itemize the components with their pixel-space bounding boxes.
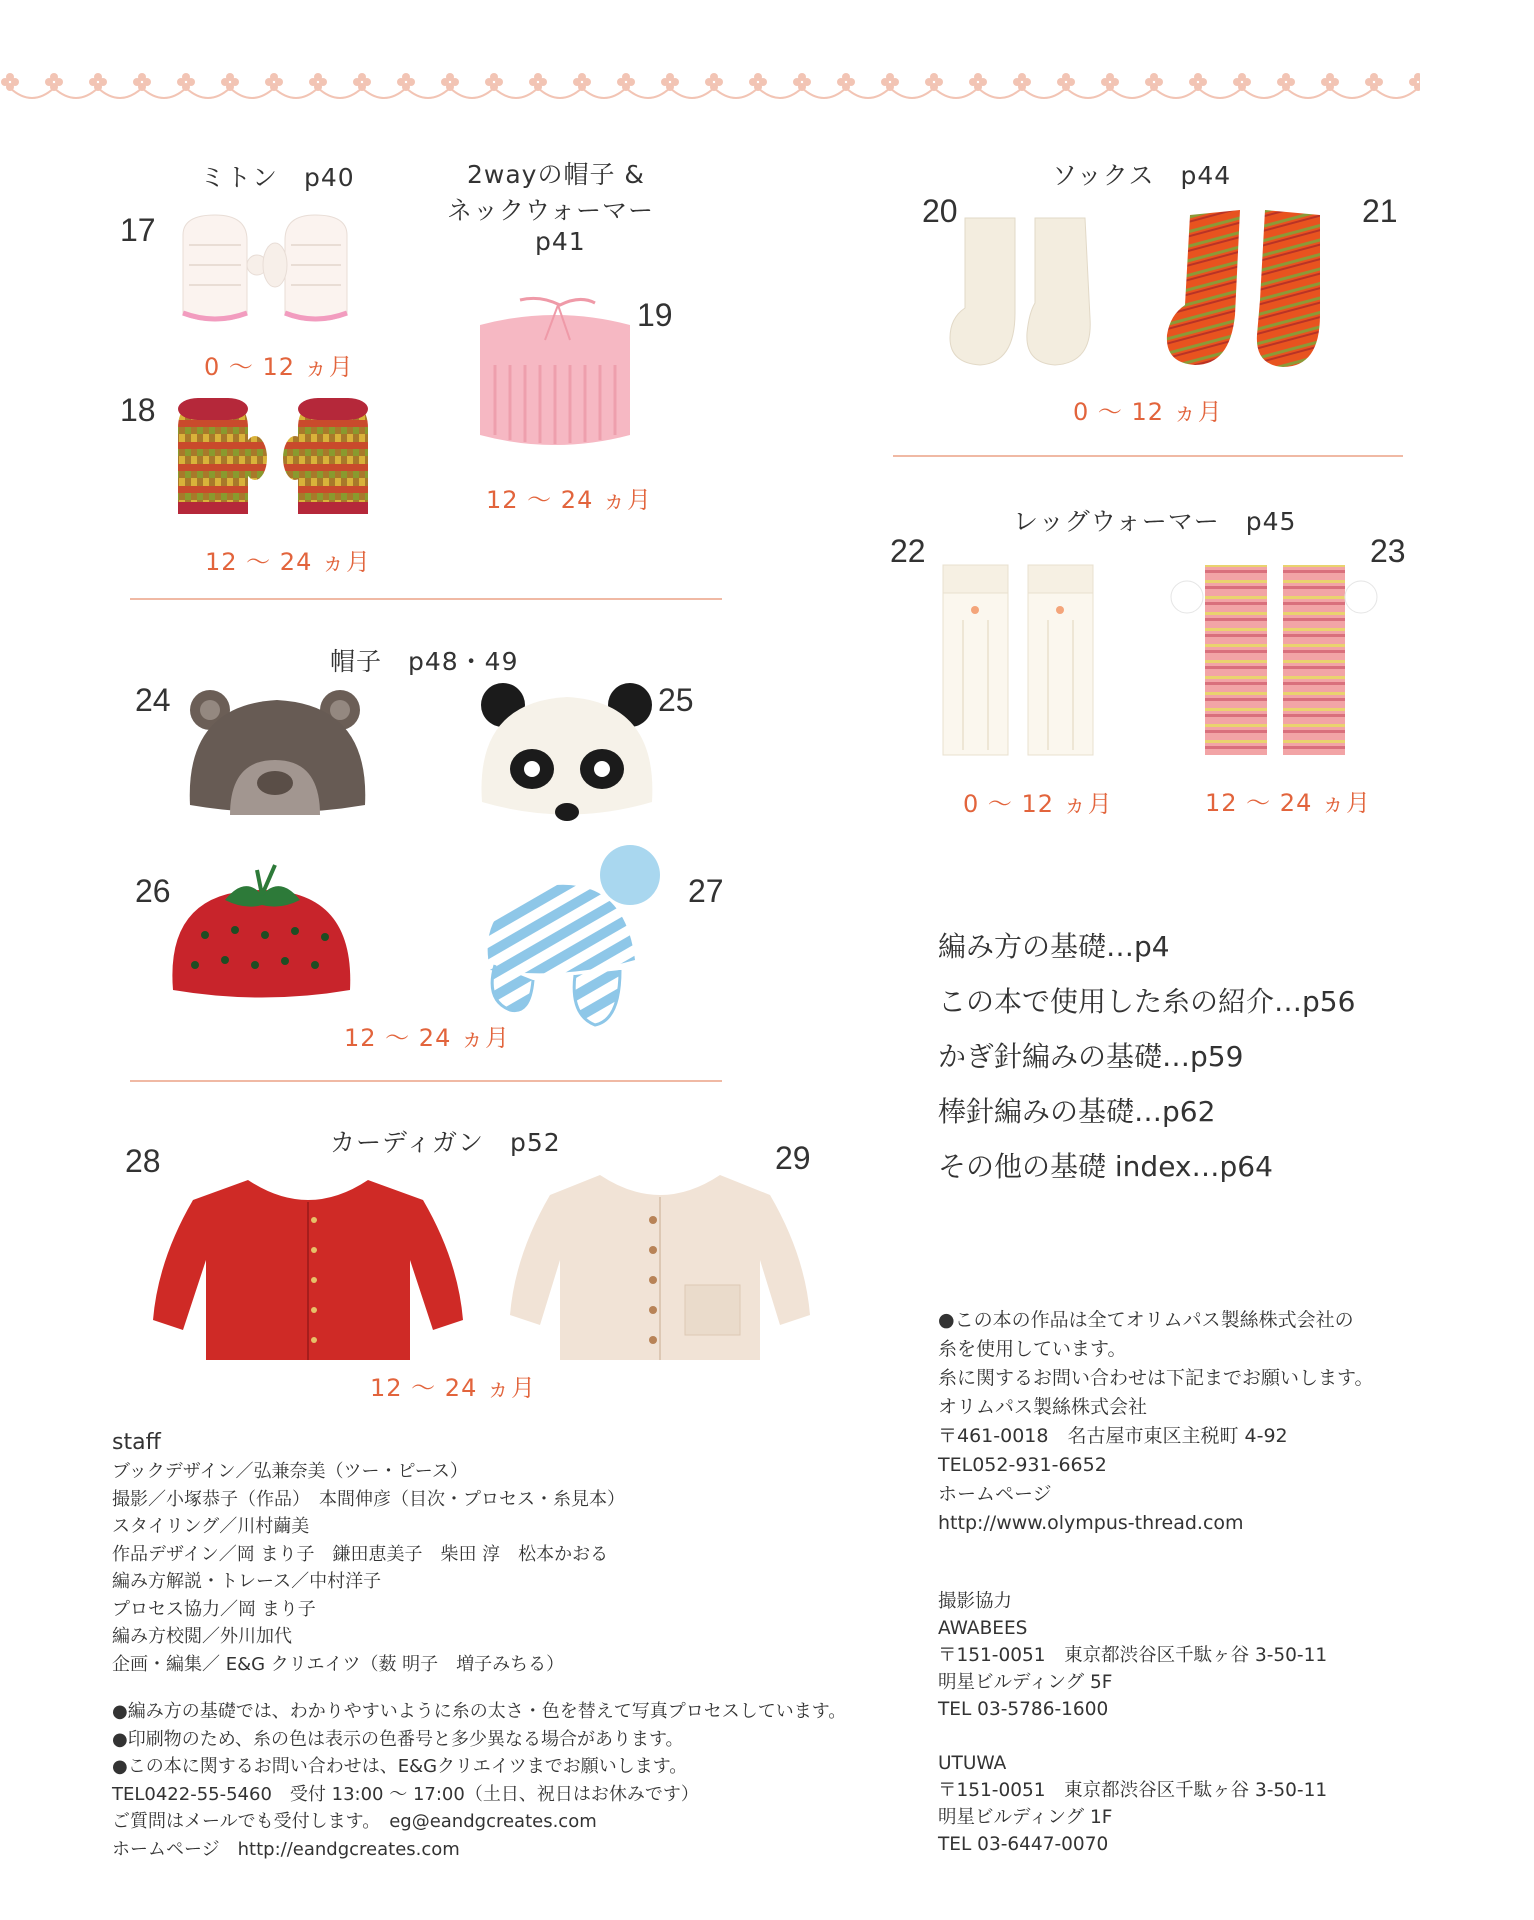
panda-hat-photo bbox=[470, 677, 665, 832]
age-label-18: 12 ～ 24 ヵ月 bbox=[205, 548, 371, 576]
age-label-19: 12 ～ 24 ヵ月 bbox=[486, 486, 652, 514]
clover-ornament bbox=[617, 73, 635, 91]
legwarmer-title: レッグウォーマー p45 bbox=[1013, 507, 1297, 536]
clover-ornament bbox=[177, 73, 195, 91]
item-number-18: 18 bbox=[120, 392, 156, 428]
clover-ornament bbox=[1409, 73, 1420, 91]
item-number-23: 23 bbox=[1370, 533, 1406, 569]
item-number-21: 21 bbox=[1362, 193, 1398, 229]
clover-ornament bbox=[1277, 73, 1295, 91]
clover-ornament bbox=[881, 73, 899, 91]
clover-ornament bbox=[1101, 73, 1119, 91]
bear-hat-photo bbox=[180, 685, 375, 835]
item-number-24: 24 bbox=[135, 682, 171, 718]
item-number-29: 29 bbox=[775, 1140, 811, 1176]
staff-line: 編み方校閲／外川加代 bbox=[112, 1626, 292, 1647]
toc-list bbox=[938, 925, 1355, 1200]
staff-credits bbox=[112, 1458, 625, 1678]
toc-item[interactable]: この本で使用した糸の紹介…p56 bbox=[938, 985, 1356, 1018]
age-label-23: 12 ～ 24 ヵ月 bbox=[1205, 789, 1371, 817]
staff-line: ブックデザイン／弘兼奈美（ツー・ピース） bbox=[112, 1461, 468, 1482]
cooperation-block bbox=[938, 1588, 1327, 1858]
section-divider-right-1 bbox=[893, 455, 1403, 457]
twoway-title-line3: p41 bbox=[535, 227, 586, 256]
note-line: ホームページ http://eandgcreates.com bbox=[112, 1838, 460, 1860]
item-number-26: 26 bbox=[135, 873, 171, 909]
pink-legwarmers-photo bbox=[1165, 560, 1385, 765]
staff-line: 編み方解説・トレース／中村洋子 bbox=[112, 1571, 382, 1592]
clover-ornament bbox=[661, 73, 679, 91]
cooperation-line: TEL 03-6447-0070 bbox=[938, 1834, 1109, 1855]
cooperation-line: 〒151-0051 東京都渋谷区千駄ヶ谷 3-50-11 bbox=[938, 1645, 1328, 1666]
item-number-17: 17 bbox=[120, 212, 156, 248]
socks-title: ソックス p44 bbox=[1052, 161, 1232, 190]
cream-cardigan-photo bbox=[505, 1165, 815, 1365]
clover-ornament bbox=[793, 73, 811, 91]
twoway-title-line1: 2wayの帽子 & bbox=[467, 160, 645, 189]
scalloped-border bbox=[0, 60, 1420, 120]
yarn-info-line: 糸に関するお問い合わせは下記までお願いします。 bbox=[938, 1367, 1374, 1389]
yarn-info-line: ホームページ bbox=[938, 1483, 1052, 1505]
yarn-info-line: 糸を使用しています。 bbox=[938, 1338, 1127, 1360]
staff-line: 撮影／小塚恭子（作品） 本間伸彦（目次・プロセス・糸見本） bbox=[112, 1488, 625, 1510]
yarn-info-block bbox=[938, 1306, 1373, 1538]
clover-ornament bbox=[309, 73, 327, 91]
cooperation-line: TEL 03-5786-1600 bbox=[938, 1699, 1109, 1720]
clover-ornament bbox=[485, 73, 503, 91]
staff-line: 企画・編集／ E&G クリエイツ（薮 明子 増子みちる） bbox=[112, 1653, 565, 1675]
clover-ornament bbox=[1321, 73, 1339, 91]
item-number-20: 20 bbox=[922, 193, 958, 229]
item-number-25: 25 bbox=[658, 682, 694, 718]
clover-ornament bbox=[1013, 73, 1031, 91]
yarn-info-line: オリムパス製絲株式会社 bbox=[938, 1396, 1148, 1418]
age-label-hats: 12 ～ 24 ヵ月 bbox=[344, 1024, 510, 1052]
clover-ornament bbox=[573, 73, 591, 91]
cooperation-line: 明星ビルディング 5F bbox=[938, 1672, 1113, 1693]
hats-title: 帽子 p48・49 bbox=[330, 647, 519, 676]
clover-ornament bbox=[1233, 73, 1251, 91]
clover-ornament bbox=[529, 73, 547, 91]
note-line: ●印刷物のため、糸の色は表示の色番号と多少異なる場合があります。 bbox=[112, 1728, 684, 1750]
yarn-info-line: TEL052-931-6652 bbox=[938, 1454, 1107, 1476]
striped-pompom-hat-photo bbox=[475, 840, 670, 1035]
clover-ornament bbox=[353, 73, 371, 91]
cooperation-line: 〒151-0051 東京都渋谷区千駄ヶ谷 3-50-11 bbox=[938, 1780, 1328, 1801]
clover-ornament bbox=[1145, 73, 1163, 91]
age-label-17: 0 ～ 12 ヵ月 bbox=[204, 353, 354, 381]
clover-ornament bbox=[705, 73, 723, 91]
clover-ornament bbox=[837, 73, 855, 91]
pink-hat-photo bbox=[470, 295, 640, 455]
cooperation-line: UTUWA bbox=[938, 1753, 1007, 1774]
age-label-cardigan: 12 ～ 24 ヵ月 bbox=[370, 1374, 536, 1402]
staff-line: プロセス協力／岡 まり子 bbox=[112, 1598, 316, 1620]
item-number-19: 19 bbox=[637, 297, 673, 333]
item-number-22: 22 bbox=[890, 533, 926, 569]
clover-ornament bbox=[1, 73, 19, 91]
orange-striped-socks-photo bbox=[1155, 205, 1345, 375]
toc-item[interactable]: その他の基礎 index…p64 bbox=[938, 1150, 1273, 1183]
item-number-28: 28 bbox=[125, 1143, 161, 1179]
clover-ornament bbox=[1365, 73, 1383, 91]
clover-ornament bbox=[265, 73, 283, 91]
mitten-title: ミトン p40 bbox=[200, 163, 355, 192]
clover-ornament bbox=[1057, 73, 1075, 91]
staff-line: スタイリング／川村繭美 bbox=[112, 1516, 310, 1537]
age-label-socks: 0 ～ 12 ヵ月 bbox=[1073, 398, 1223, 426]
cooperation-line: 撮影協力 bbox=[938, 1591, 1013, 1612]
white-legwarmers-photo bbox=[938, 565, 1108, 760]
yarn-info-line: ●この本の作品は全てオリムパス製絲株式会社の bbox=[938, 1309, 1354, 1331]
clover-ornament bbox=[221, 73, 239, 91]
white-socks-photo bbox=[935, 213, 1115, 373]
toc-item[interactable]: かぎ針編みの基礎…p59 bbox=[938, 1040, 1244, 1073]
age-label-22: 0 ～ 12 ヵ月 bbox=[963, 790, 1113, 818]
note-line: ●この本に関するお問い合わせは、E&Gクリエイツまでお願いします。 bbox=[112, 1756, 688, 1777]
toc-item[interactable]: 棒針編みの基礎…p62 bbox=[938, 1095, 1216, 1128]
cooperation-line: AWABEES bbox=[938, 1618, 1028, 1639]
note-line: ご質問はメールでも受付します。 eg@eandgcreates.com bbox=[112, 1811, 597, 1832]
clover-ornament bbox=[441, 73, 459, 91]
section-divider-left-2 bbox=[130, 1080, 722, 1082]
staff-heading: staff bbox=[112, 1430, 161, 1455]
cooperation-line bbox=[938, 1723, 1327, 1750]
section-divider-left-1 bbox=[130, 598, 722, 600]
clover-ornament bbox=[89, 73, 107, 91]
white-mittens-photo bbox=[175, 215, 375, 330]
yarn-info-url[interactable]: http://www.olympus-thread.com bbox=[938, 1512, 1244, 1534]
staff-line: 作品デザイン／岡 まり子 鎌田恵美子 柴田 淳 松本かおる bbox=[112, 1543, 609, 1565]
clover-ornament bbox=[397, 73, 415, 91]
twoway-title-line2: ネックウォーマー bbox=[447, 196, 655, 225]
red-striped-mittens-photo bbox=[173, 398, 383, 523]
clover-ornament bbox=[45, 73, 63, 91]
note-line: ●編み方の基礎では、わかりやすいように糸の太さ・色を替えて写真プロセスしています。 bbox=[112, 1701, 847, 1722]
clover-ornament bbox=[1189, 73, 1207, 91]
toc-item[interactable]: 編み方の基礎…p4 bbox=[938, 930, 1170, 963]
notes-block bbox=[112, 1698, 846, 1863]
clover-ornament bbox=[969, 73, 987, 91]
red-cardigan-photo bbox=[148, 1170, 468, 1370]
clover-ornament bbox=[925, 73, 943, 91]
strawberry-hat-photo bbox=[165, 865, 360, 1000]
item-number-27: 27 bbox=[688, 873, 724, 909]
cooperation-line: 明星ビルディング 1F bbox=[938, 1807, 1113, 1828]
cardigan-title: カーディガン p52 bbox=[330, 1128, 561, 1157]
note-line: TEL0422-55-5460 受付 13:00 ～ 17:00（土日、祝日はお休みです） bbox=[112, 1783, 699, 1805]
clover-ornament bbox=[749, 73, 767, 91]
yarn-info-line: 〒461-0018 名古屋市東区主税町 4-92 bbox=[938, 1425, 1288, 1447]
clover-ornament bbox=[133, 73, 151, 91]
